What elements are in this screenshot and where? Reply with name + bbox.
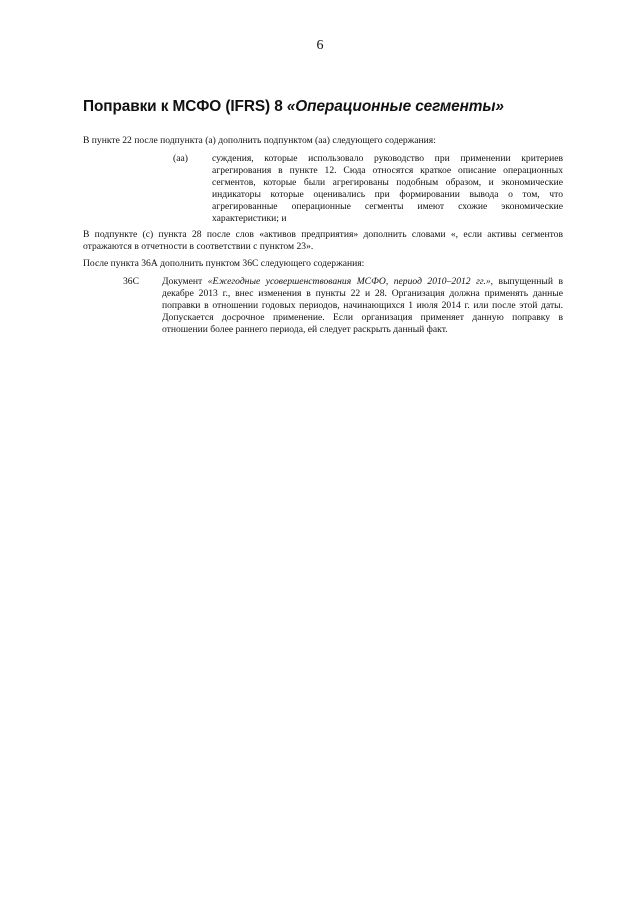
paragraph-1: В пункте 22 после подпункта (а) дополнить подпунктом (аа) следующего содержания: xyxy=(83,135,436,146)
heading-prefix: Поправки к МСФО (IFRS) 8 xyxy=(83,98,287,115)
paragraph-2: В подпункте (с) пункта 28 после слов «активов предприятия» дополнить словами «, если активы сегментов отражаются в отчетности в соответствии с пунктом 23». xyxy=(83,229,563,252)
section-heading xyxy=(83,98,563,116)
page-number: 6 xyxy=(316,38,324,53)
subitem-text: суждения, которые использовало руководство при применении критериев агрегирования в пункте 12. Сюда относятся краткое описание операционных сегментов, которые были агрегированы подобным образом, и экономические индикаторы которые оценивались при формировании вывода о том, что агрегированные операционные сегменты имеют схожие экономические характеристики; и xyxy=(212,153,563,224)
amendment-text-end: , выпущенный в декабре 2013 г., внес изменения в пункты 22 и 28. Организация должна применять данные поправки в отношении годовых периодов, начинающихся 1 июля 2014 г. или после этой даты. Допускается досрочное применение. Если организация применяет данную поправку в отношении более раннего периода, ей следует раскрыть данный факт. xyxy=(162,276,563,335)
amendment-number: 36С xyxy=(123,276,139,287)
paragraph-3: После пункта 36А дополнить пунктом 36С следующего содержания: xyxy=(83,258,365,269)
heading-italic: «Операционные сегменты» xyxy=(286,98,504,115)
amendment-text xyxy=(162,276,563,336)
amendment-text-italic: «Ежегодные усовершенствования МСФО, период 2010–2012 гг.» xyxy=(207,276,491,287)
amendment-text-start: Документ xyxy=(162,276,208,287)
subitem-label: (аа) xyxy=(173,153,188,164)
